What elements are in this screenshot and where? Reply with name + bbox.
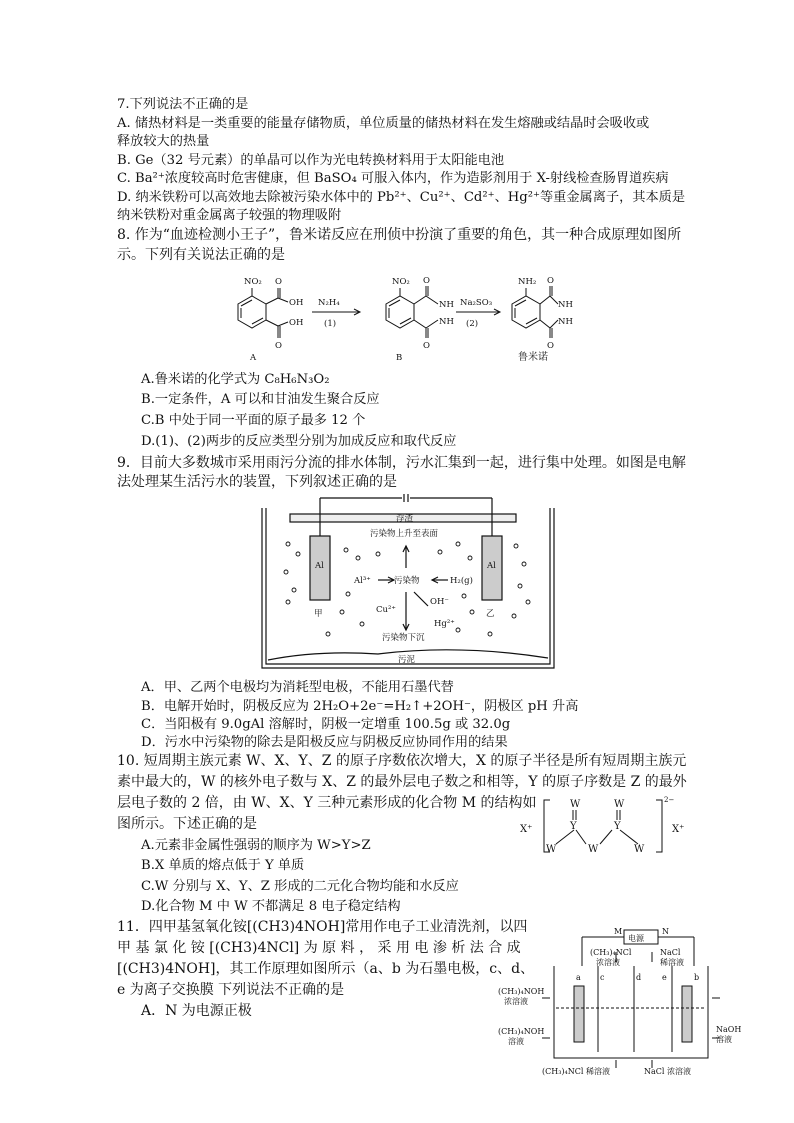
a-hydroxyl-top-label: OH [289,298,304,308]
sludge-label: 污泥 [398,655,416,665]
w-top-left: W [570,799,581,810]
q7-option-b: B. Ge（32 号元素）的单晶可以作为光电转换材料用于太阳能电池 [117,153,505,168]
q9-option-b: B．电解开始时，阴极反应为 2H₂O+2e⁻=H₂↑+2OH⁻，阴极区 pH 升高 [141,699,579,714]
y-left: Y [570,821,577,832]
q7-option-d: D. 纳米铁粉可以高效地去除被污染水体中的 Pb²⁺、Cu²⁺、Cd²⁺、Hg²⁺等重金属离子，其本质是 [117,190,686,205]
membrane-c-label: c [600,973,605,982]
x-cation-right: X⁺ [672,824,685,835]
al3-label: Al³⁺ [354,576,371,586]
reagent-1-label: N₂H₄ [318,298,340,308]
compound-m-structure [516,794,690,858]
left-in-line1: (CH₃)₄NOH [498,1027,545,1036]
charge-label: 2− [664,796,675,804]
right-in-line2: 溶液 [716,1035,732,1044]
q11-option-a: A．N 为电源正极 [141,1003,252,1019]
q10-option-b: B.X 单质的熔点低于 Y 单质 [141,858,305,873]
right-in-line1: NaOH [716,1025,742,1034]
n-label: N [662,927,669,936]
membrane-e-label: e [662,973,667,982]
compound-b-label: B [396,353,403,363]
b-nh-bottom-label: NH [439,317,454,327]
b-nitro-label: NO₂ [392,277,410,287]
top-right-solution-line2: 稀溶液 [660,958,684,967]
compound-a-label: A [250,353,257,363]
w-bridge: W [588,844,599,855]
q7-option-a: A. 储热材料是一类重要的能量存储物质，单位质量的储热材料在发生熔融或结晶时会吸收或 [117,116,650,131]
bottom-left-solution: (CH₃)₄NCl 稀溶液 [542,1067,610,1076]
left-out-line2: 浓溶液 [504,997,528,1006]
b-oxo-bottom-label: O [423,341,430,351]
anode-al-label: Al [315,561,324,571]
power-label: 电源 [628,934,644,943]
q11-stem-cont3: e 为离子交换膜 下列说法不正确的是 [117,982,345,998]
q10-stem-cont2: 层电子数的 2 倍，由 W、X、Y 三种元素形成的化合物 M 的结构如 [117,795,537,811]
sink-label: 污染物下沉 [382,633,425,643]
luminol-synthesis-figure [200,268,573,364]
q8-stem-cont: 示。下列有关说法正确的是 [117,247,285,263]
q10-option-c: C.W 分别与 X、Y、Z 形成的二元化合物均能和水反应 [141,879,459,894]
luminol-oxo-bottom-label: O [547,341,554,351]
q7-option-a-cont: 释放较大的热量 [117,134,210,149]
electrode-a-label: a [576,973,581,982]
q7-option-d-cont: 纳米铁粉对重金属离子较强的物理吸附 [117,208,342,223]
q11-stem-cont2: [(CH3)4NOH]，其工作原理如图所示（a、b 为石墨电极，c、d、 [117,961,535,977]
q8-option-d: D.(1)、(2)两步的反应类型分别为加成反应和取代反应 [141,434,457,449]
scum-label: 浮渣 [396,514,414,524]
q11-stem-cont1: 甲 基 氯 化 铵 [(CH3)4NCl] 为 原 料 ， 采 用 电 渗 析 法 合 成 [117,940,521,956]
q9-option-d: D．污水中污染物的除去是阳极反应与阴极反应协同作用的结果 [141,735,508,750]
a-nitro-label: NO₂ [244,277,262,287]
w-top-right: W [614,799,625,810]
q9-stem-cont: 法处理某生活污水的装置，下列叙述正确的是 [117,474,397,490]
luminol-oxo-top-label: O [547,276,554,286]
electrodialysis-figure [494,922,754,1078]
step-1-label: (1) [324,319,337,329]
q8-option-b: B.一定条件，A 可以和甘油发生聚合反应 [141,392,380,407]
luminol-nh-top-label: NH [558,300,573,310]
q8-option-c: C.B 中处于同一平面的原子最多 12 个 [141,413,366,428]
q7-stem: 7.下列说法不正确的是 [117,97,249,112]
q7-option-c: C. Ba²⁺浓度较高时危害健康，但 BaSO₄ 可服入体内，作为造影剂用于 X-射线检查肠胃道疾病 [117,171,669,186]
q8-option-a: A.鲁米诺的化学式为 C₈H₆N₃O₂ [141,372,330,387]
m-label: M [614,927,623,936]
a-hydroxyl-bottom-label: OH [289,318,304,328]
luminol-nh-bottom-label: NH [558,317,573,327]
left-in-line2: 溶液 [508,1037,524,1046]
q8-stem: 8. 作为“血迹检测小王子”，鲁米诺反应在刑侦中扮演了重要的角色，其一种合成原理如图所 [117,227,682,243]
h2-label: H₂(g) [450,576,473,586]
a-oxo-bottom-label: O [275,341,282,351]
step-2-label: (2) [466,319,479,329]
b-nh-top-label: NH [439,300,454,310]
electrode-b-label: b [694,973,700,982]
jia-label: 甲 [314,609,323,619]
q9-option-a: A．甲、乙两个电极均为消耗型电极，不能用石墨代替 [141,680,454,695]
reagent-2-label: Na₂SO₃ [460,298,493,308]
a-oxo-top-label: O [275,277,282,287]
w-bottom-left: W [546,844,557,855]
rise-label: 污染物上升至表面 [370,529,439,539]
top-right-solution-line1: NaCl [660,948,681,957]
electrolysis-figure [258,494,558,672]
top-left-solution-line2: 浓溶液 [596,958,620,967]
b-oxo-top-label: O [423,276,430,286]
luminol-amino-label: NH₂ [518,277,537,287]
q10-stem-cont1: 素中最大的，W 的核外电子数与 X、Z 的最外层电子数之和相等，Y 的原子序数是 Z 的最外 [117,774,687,790]
q10-stem-cont3: 图所示。下述正确的是 [117,816,257,832]
x-cation-left: X⁺ [520,824,533,835]
luminol-label: 鲁米诺 [518,352,548,363]
bottom-right-solution: NaCl 浓溶液 [644,1067,691,1076]
q10-stem: 10. 短周期主族元素 W、X、Y、Z 的原子序数依次增大，X 的原子半径是所有短周期主族元 [117,753,687,769]
top-left-solution-line1: (CH₃)₄NCl [590,948,632,957]
q9-option-c: C．当阳极有 9.0gAl 溶解时，阴极一定增重 100.5g 或 32.0g [141,717,511,732]
y-right: Y [614,821,621,832]
q11-stem: 11．四甲基氢氧化铵[(CH3)4NOH]常用作电子工业清洗剂，以四 [117,919,528,935]
pollutant-label: 污染物 [394,576,420,586]
cathode-al-label: Al [487,561,496,571]
q9-stem: 9．目前大多数城市采用雨污分流的排水体制，污水汇集到一起，进行集中处理。如图是电解 [117,455,686,471]
yi-label: 乙 [486,609,495,619]
membrane-d-label: d [636,973,642,982]
left-out-line1: (CH₃)₄NOH [498,987,545,996]
cu-label: Cu²⁺ [376,605,396,615]
q10-option-a: A.元素非金属性强弱的顺序为 W>Y>Z [141,838,371,853]
q10-option-d: D.化合物 M 中 W 不都满足 8 电子稳定结构 [141,899,401,914]
hg-label: Hg²⁺ [434,619,455,629]
oh-label: OH⁻ [430,597,449,607]
w-bottom-right: W [634,844,645,855]
